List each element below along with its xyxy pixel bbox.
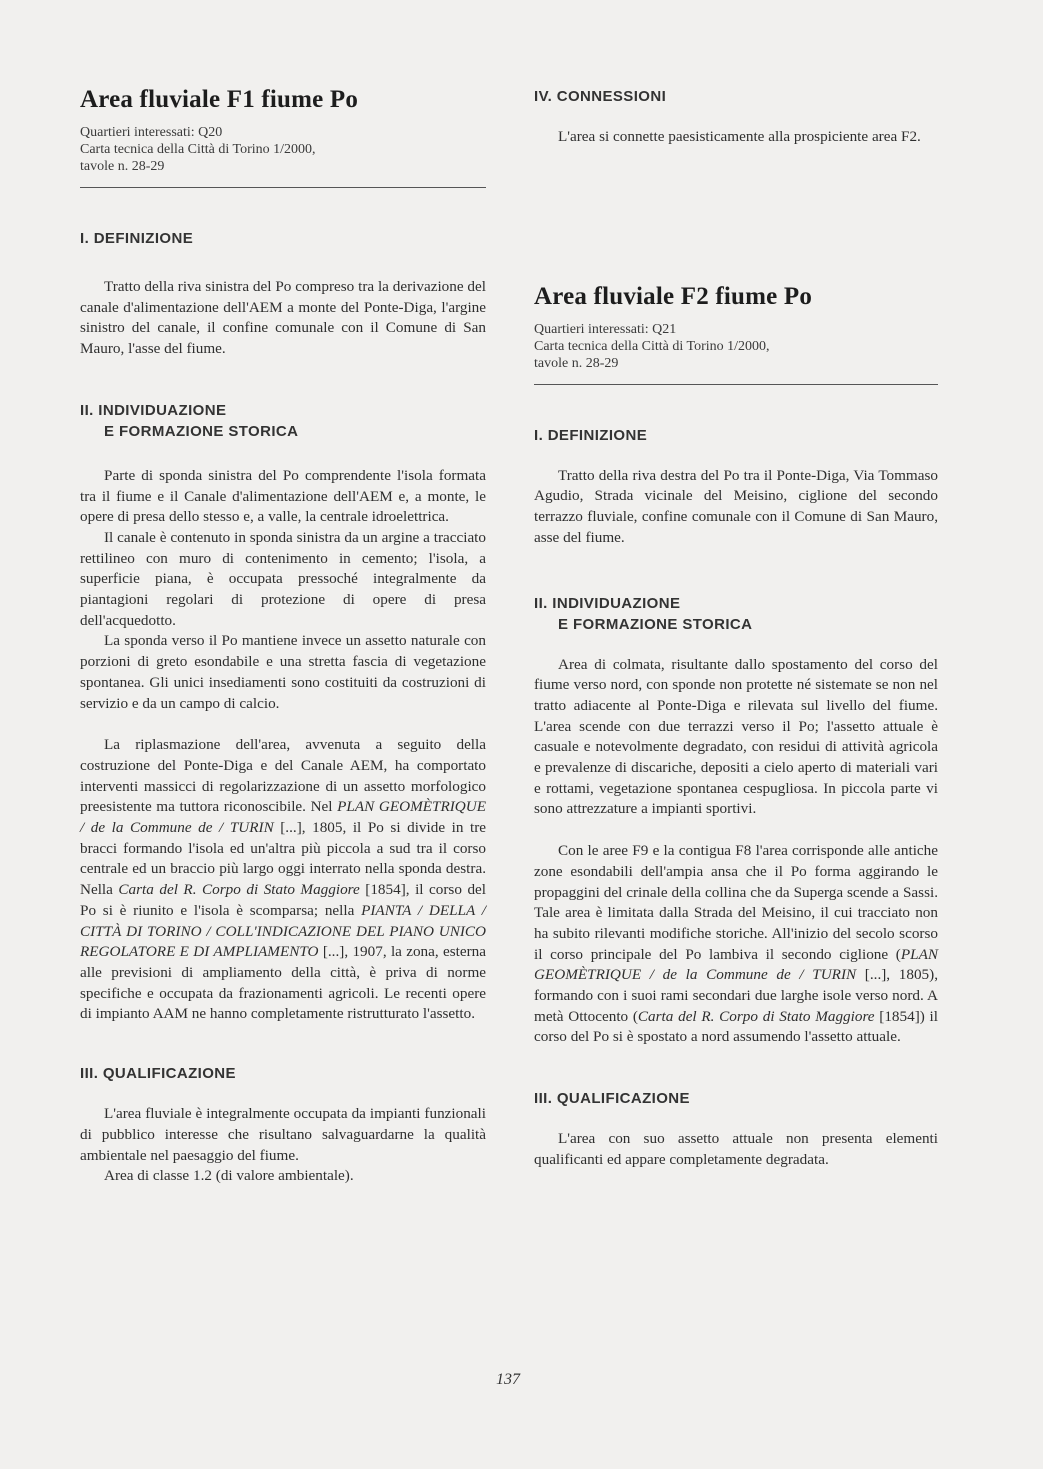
text-run: [...], 1805, il Po si divide in tre bracci formando l'isola ed un'altra più piccola a sud tra il corso centrale ed un braccio più largo oggi interrato nella sponda destra. Nella xyxy=(80,819,486,899)
paragraph: L'area con suo assetto attuale non presenta elementi qualificanti ed appare completamente degradata. xyxy=(534,1130,938,1168)
citation: Carta del R. Corpo di Stato Maggiore xyxy=(637,1007,875,1025)
paragraph: L'area fluviale è integralmente occupata da impianti funzionali di pubblico interesse che risultano salvaguardarne la qualità ambientale nel paesaggio del fiume. xyxy=(80,1105,486,1164)
meta-line: Quartieri interessati: Q21 xyxy=(534,321,677,337)
citation: Carta del R. Corpo di Stato Maggiore xyxy=(118,881,360,899)
heading-line: II. INDIVIDUAZIONE xyxy=(534,594,681,612)
left-column xyxy=(80,86,486,1187)
right-column xyxy=(534,86,938,1171)
paragraph: Il canale è contenuto in sponda sinistra da un argine a tracciato rettilineo con muro di contenimento in cemento; l'isola, a superficie piana, è occupata pressoché integralmente da piantagioni regolari di protezione di opere di presa dell'acquedotto. xyxy=(80,528,486,629)
paragraph: Parte di sponda sinistra del Po comprendente l'isola formata tra il fiume e il Canale d'alimentazione dell'AEM e, a monte, le opere di presa dello stesso e, a valle, la centrale idroelettrica. xyxy=(80,466,486,526)
citation: PLAN GEOMÈTRIQUE / de la Commune de / TURIN xyxy=(534,945,938,984)
paragraph xyxy=(534,841,938,1048)
paragraph: La sponda verso il Po mantiene invece un assetto naturale con porzioni di greto esondabile e una stretta fascia di vegetazione spontanea. Gli unici insediamenti sono costituiti da costruzioni di servizio e da un campo di calcio. xyxy=(80,632,486,712)
section-heading-qualificazione: III. QUALIFICAZIONE xyxy=(534,1090,690,1108)
text-run: [1854], il corso del Po si è riunito e l'isola è scomparsa; nella xyxy=(80,881,486,919)
meta-line: Quartieri interessati: Q20 xyxy=(80,125,223,140)
area-f1-meta xyxy=(80,124,486,175)
section-heading-individuazione xyxy=(80,400,486,442)
text-run: La riplasmazione dell'area, avvenuta a seguito della costruzione del Ponte-Diga e del Canale AEM, ha comportato interventi massicci di regolarizzazione di un assetto morfologico preesistente ma tuttora riconoscibile. Nel xyxy=(80,736,486,816)
text-run: [1854]) il corso del Po si è spostato a nord assumendo l'assetto attuale. xyxy=(534,1007,938,1046)
area-f1-title: Area fluviale F1 fiume Po xyxy=(80,86,359,113)
citation: PLAN GEOMÈTRIQUE / de la Commune de / TURIN xyxy=(80,798,486,837)
section-heading-definizione: I. DEFINIZIONE xyxy=(80,230,194,247)
section-heading-connessioni: IV. CONNESSIONI xyxy=(534,88,667,105)
meta-line: tavole n. 28-29 xyxy=(80,159,165,174)
paragraph: Tratto della riva destra del Po tra il Ponte-Diga, Via Tommaso Agudio, Strada vicinale del Meisino, ciglione del secondo terrazzo fluviale, confine comunale con il Comune di San Mauro, asse del fiume. xyxy=(534,466,938,546)
paragraph xyxy=(80,735,486,1025)
section-heading-qualificazione: III. QUALIFICAZIONE xyxy=(80,1065,236,1083)
paragraph: L'area si connette paesisticamente alla prospiciente area F2. xyxy=(558,128,921,145)
heading-line: E FORMAZIONE STORICA xyxy=(558,615,753,633)
section-heading-individuazione xyxy=(534,593,938,635)
divider xyxy=(80,187,486,188)
meta-line: Carta tecnica della Città di Torino 1/2000, xyxy=(534,338,770,354)
text-run: [...], 1805), formando con i suoi rami secondari due larghe isole verso nord. A metà Ottocento ( xyxy=(534,966,938,1025)
heading-line: II. INDIVIDUAZIONE xyxy=(80,401,227,419)
text-run: [...], 1907, la zona, esterna alle previsioni di ampliamento della città, è priva di norme specifiche e occupata da frazionamenti agricoli. Le recenti opere di impianto AAM ne hanno completamente ristrutturato l'assetto. xyxy=(80,943,487,1023)
divider xyxy=(534,384,938,385)
meta-line: Carta tecnica della Città di Torino 1/2000, xyxy=(80,142,316,157)
text-run: Con le aree F9 e la contigua F8 l'area corrisponde alle antiche zone esondabili dell'ampia ansa che il Po forma aggirando le propaggini del crinale della collina che da Superga scende a Sassi. Tale area è limitata dalla Strada del Meisino, il cui tracciato non ha subito rilevanti modifiche storiche. All'inizio del secolo scorso il corso principale del Po lambiva il secondo ciglione ( xyxy=(534,842,938,963)
citation: PIANTA / DELLA / CITTÀ DI TORINO / COLL'INDICAZIONE DEL PIANO UNICO REGOLATORE E DI AMPLIAMENTO xyxy=(80,901,486,961)
paragraph: Tratto della riva sinistra del Po compreso tra la derivazione del canale d'alimentazione dell'AEM a monte del Ponte-Diga, l'argine sinistro del canale, il confine comunale con il Comune di San Mauro, l'asse del fiume. xyxy=(80,278,486,358)
page-number: 137 xyxy=(496,1371,520,1388)
paragraph: Area di classe 1.2 (di valore ambientale). xyxy=(104,1167,354,1185)
heading-line: E FORMAZIONE STORICA xyxy=(104,422,299,440)
paragraph: Area di colmata, risultante dallo spostamento del corso del fiume verso nord, con sponde non protette né sistemate se non nel tratto adiacente al Ponte-Diga e rilevata sul livello del fiume. L'area scende con due terrazzi verso il Po; l'assetto attuale è casuale e notevolmente degradato, con residui di attività agricola e prevalenze di discariche, depositi a cielo aperto di materiali vari e rottami, vegetazione spontanea cespugliosa. In piccola parte vi sono attrezzature a impianti sportivi. xyxy=(534,655,938,818)
area-f2-title: Area fluviale F2 fiume Po xyxy=(534,282,813,310)
meta-line: tavole n. 28-29 xyxy=(534,355,619,371)
section-heading-definizione: I. DEFINIZIONE xyxy=(534,426,648,444)
area-f2-meta xyxy=(534,321,938,372)
